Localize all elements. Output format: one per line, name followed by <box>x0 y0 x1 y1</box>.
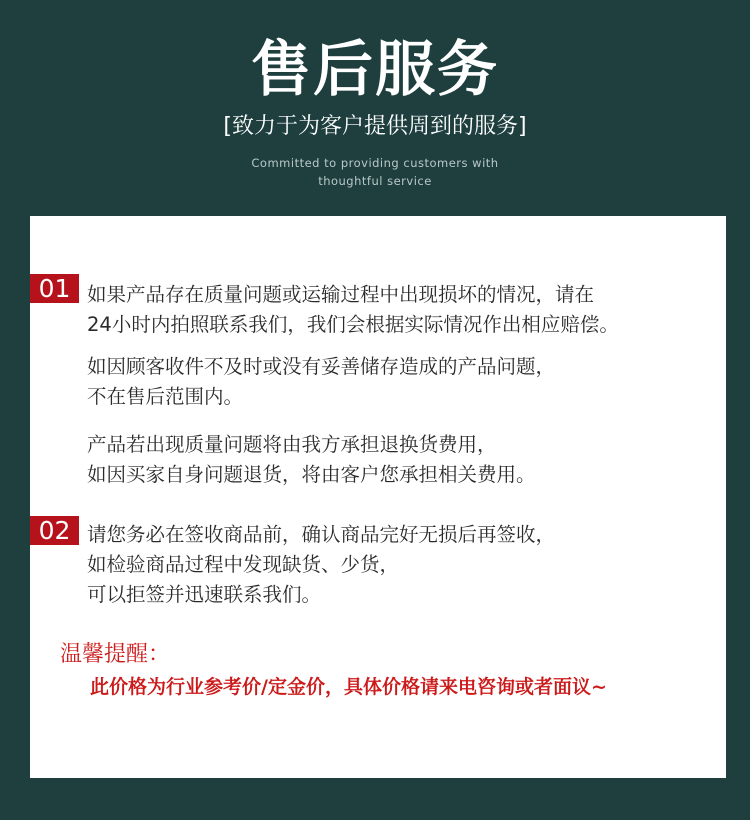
paragraph-line: 不在售后范围内。 <box>87 385 244 408</box>
reminder-title: 温馨提醒： <box>60 642 171 667</box>
section-01-paragraph-3 <box>87 430 717 490</box>
english-tagline <box>0 154 750 190</box>
reminder-text: 此价格为行业参考价/定金价，具体价格请来电咨询或者面议~ <box>90 676 607 698</box>
paragraph-line: 请您务必在签收商品前，确认商品完好无损后再签收， <box>87 523 556 546</box>
paragraph-line: 如因顾客收件不及时或没有妥善储存造成的产品问题， <box>87 355 556 378</box>
service-panel <box>30 216 726 778</box>
section-badge-02: 02 <box>30 516 79 545</box>
paragraph-line: 如检验商品过程中发现缺货、少货， <box>87 553 400 576</box>
paragraph-line: 如因买家自身问题退货，将由客户您承担相关费用。 <box>87 463 536 486</box>
paragraph-line: 如果产品存在质量问题或运输过程中出现损坏的情况，请在 <box>87 283 595 306</box>
paragraph-line: 产品若出现质量问题将由我方承担退换货费用， <box>87 433 497 456</box>
paragraph-line: 可以拒签并迅速联系我们。 <box>87 583 322 606</box>
page-subtitle: [致力于为客户提供周到的服务] <box>223 114 527 139</box>
section-badge-01: 01 <box>30 274 79 303</box>
english-tagline-line-1: Committed to providing customers with <box>251 156 499 170</box>
section-01-paragraph-2 <box>87 352 717 412</box>
paragraph-line: 24小时内拍照联系我们，我们会根据实际情况作出相应赔偿。 <box>87 313 619 336</box>
section-02-paragraph-1 <box>87 520 717 610</box>
header <box>0 0 750 215</box>
section-01-paragraph-1 <box>87 280 717 340</box>
page-title: 售后服务 <box>251 35 499 105</box>
english-tagline-line-2: thoughtful service <box>318 174 432 188</box>
